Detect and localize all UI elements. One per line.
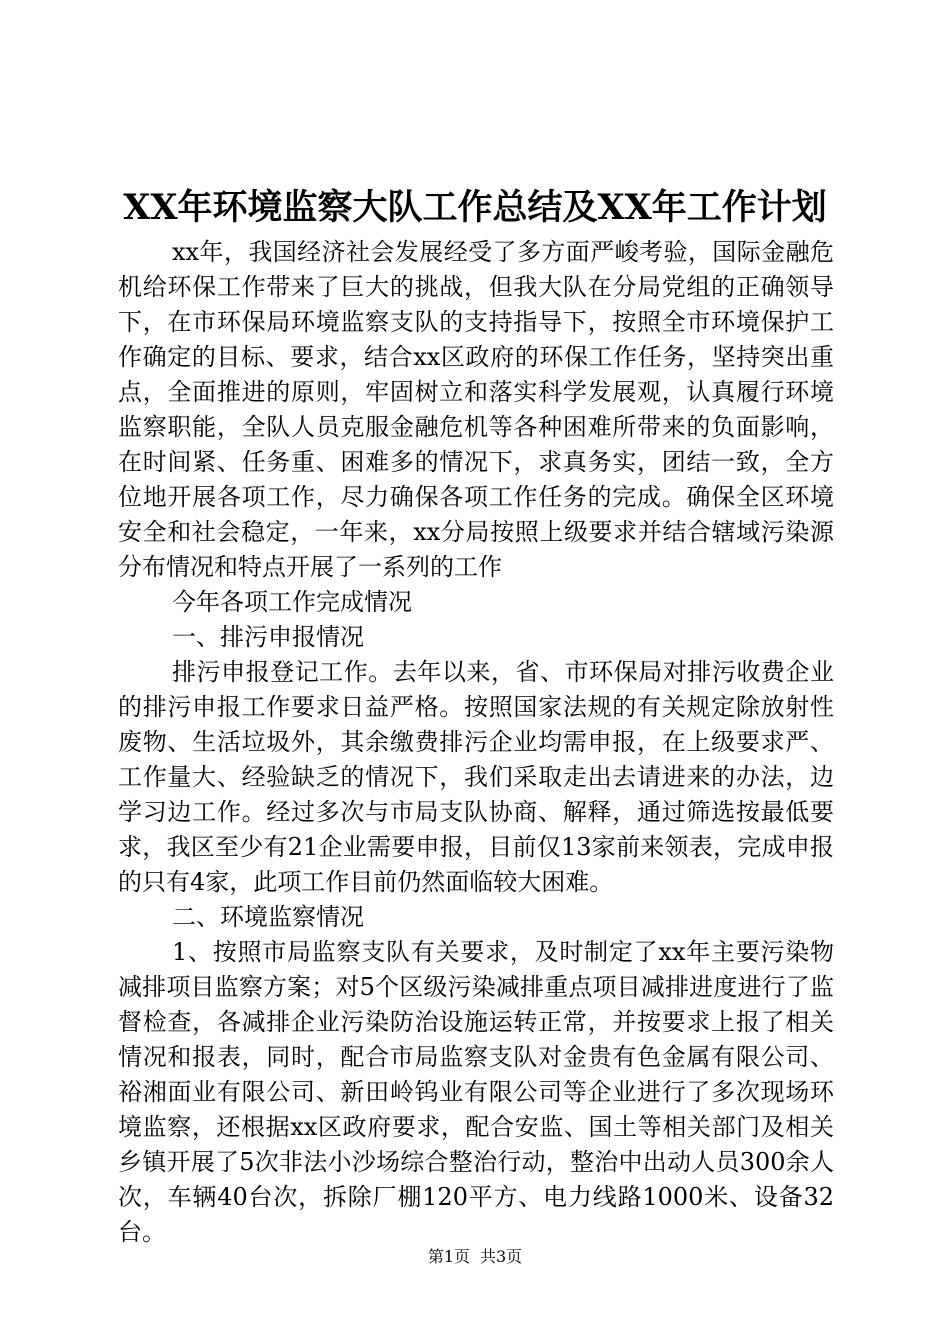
page-total: 共3页 xyxy=(480,1247,523,1266)
inspection-paragraph: 1、按照市局监察支队有关要求，及时制定了xx年主要污染物减排项目监察方案；对5个区级污染减排重点项目减排进度进行了监督检查，各减排企业污染防治设施运转正常，并按要求上报了相关情况和报表，同时，配合市局监察支队对金贵有色金属有限公司、裕湘面业有限公司、新田岭钨业有限公司等企业进行了多次现场环境监察，还根据xx区政府要求，配合安监、国土等相关部门及相关乡镇开展了5次非法小沙场综合整治行动，整治中出动人员300余人次，车辆40台次，拆除厂棚120平方、电力线路1000米、设备32台。 xyxy=(118,938,834,1246)
section-heading-inspection: 二、环境监察情况 xyxy=(172,903,364,931)
page-footer xyxy=(0,1245,950,1269)
section-heading-discharge: 一、排污申报情况 xyxy=(172,623,364,651)
discharge-paragraph: 排污申报登记工作。去年以来，省、市环保局对排污收费企业的排污申报工作要求日益严格。按照国家法规的有关规定除放射性废物、生活垃圾外，其余缴费排污企业均需申报，在上级要求严、工作量大、经验缺乏的情况下，我们采取走出去请进来的办法，边学习边工作。经过多次与市局支队协商、解释，通过筛选按最低要求，我区至少有21企业需要申报，目前仅13家前来领表，完成申报的只有4家，此项工作目前仍然面临较大困难。 xyxy=(118,658,834,896)
document-title: XX年环境监察大队工作总结及XX年工作计划 xyxy=(123,187,827,228)
intro-paragraph: xx年，我国经济社会发展经受了多方面严峻考验，国际金融危机给环保工作带来了巨大的挑战，但我大队在分局党组的正确领导下，在市环保局环境监察支队的支持指导下，按照全市环境保护工作确定的目标、要求，结合xx区政府的环保工作任务，坚持突出重点，全面推进的原则，牢固树立和落实科学发展观，认真履行环境监察职能，全队人员克服金融危机等各种困难所带来的负面影响，在时间紧、任务重、困难多的情况下，求真务实，团结一致，全方位地开展各项工作，尽力确保各项工作任务的完成。确保全区环境安全和社会稳定，一年来，xx分局按照上级要求并结合辖域污染源分布情况和特点开展了一系列的工作 xyxy=(118,238,834,581)
section-heading-progress: 今年各项工作完成情况 xyxy=(172,588,412,616)
document-body xyxy=(118,235,834,1250)
page-number: 第1页 xyxy=(427,1247,470,1266)
